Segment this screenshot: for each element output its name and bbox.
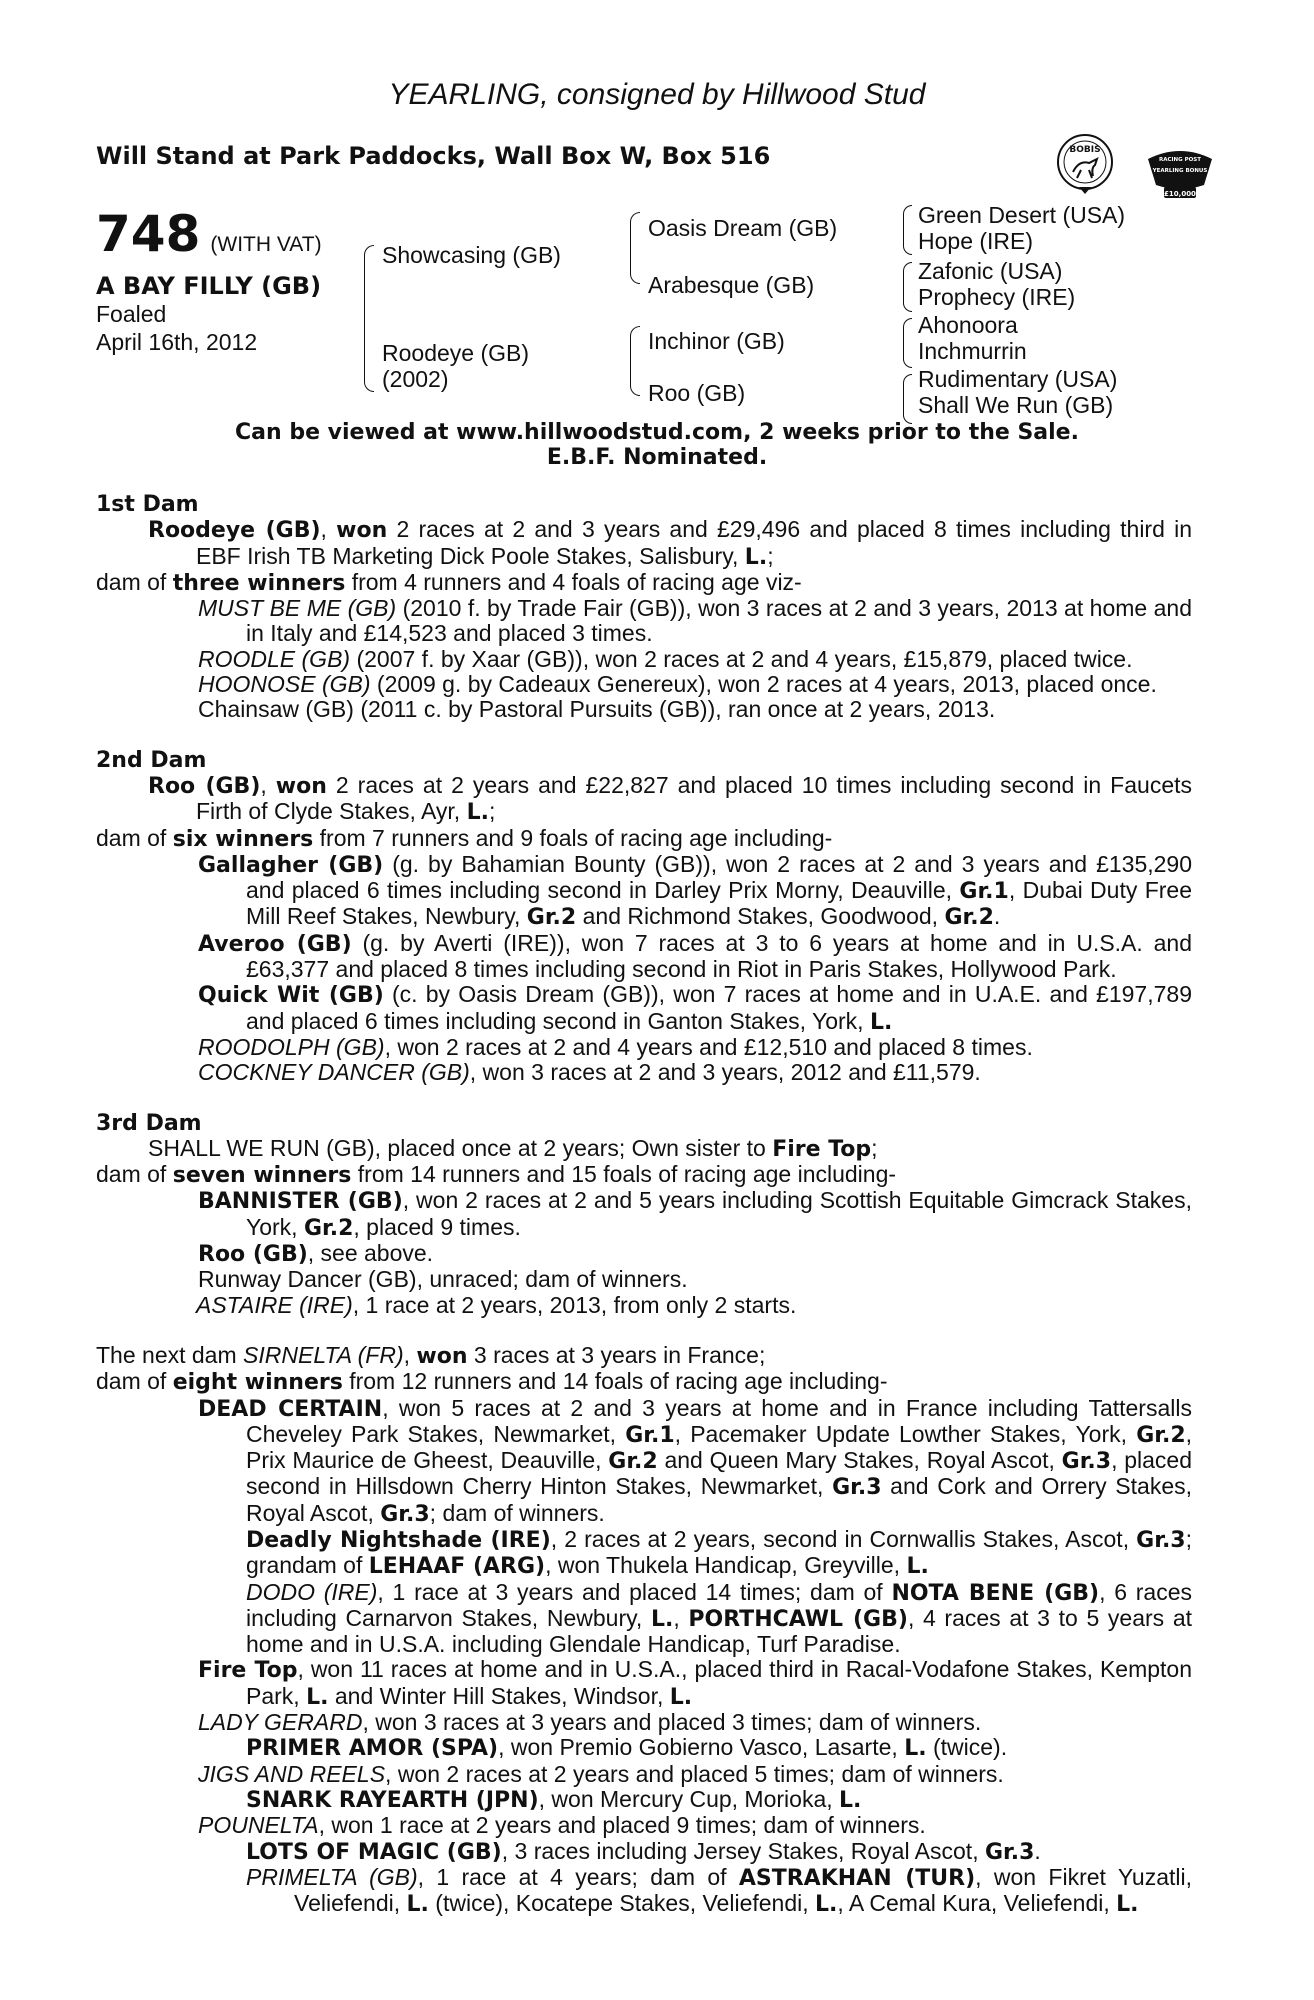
- listed-label: L.: [306, 1684, 329, 1710]
- text: ,: [320, 516, 337, 543]
- text: (twice).: [926, 1734, 1008, 1761]
- text: , placed 9 times.: [353, 1213, 521, 1240]
- listed-label: L.: [1116, 1892, 1139, 1918]
- listed-label: L.: [744, 544, 768, 570]
- third-dam-grandproduce-1: [96, 1293, 1192, 1318]
- third-dam-produce-2: [96, 1241, 1192, 1267]
- pedigree-g7: Rudimentary (USA): [918, 366, 1118, 392]
- pedigree-dam-dam: Roo (GB): [648, 380, 746, 406]
- text: 3 races at 3 years in France;: [467, 1341, 766, 1368]
- page-title: YEARLING, consigned by Hillwood Stud: [388, 78, 926, 111]
- group-label: Gr.3: [1061, 1449, 1112, 1475]
- text: from 7 runners and 9 foals of racing age including-: [313, 824, 833, 851]
- next-dam-grandproduce-snark-rayearth: [96, 1787, 1192, 1813]
- text: won: [416, 1343, 468, 1369]
- produce-name: DEAD CERTAIN: [198, 1396, 383, 1422]
- text: , 1 race at 3 years and placed 14 times; dam of: [377, 1578, 892, 1605]
- pedigree-dam-year: (2002): [382, 366, 449, 392]
- text: , won Premio Gobierno Vasco, Lasarte,: [498, 1734, 905, 1761]
- text: , 6 races including Carnarvon Stakes, Newbury,: [246, 1578, 1192, 1631]
- horse-details: [96, 272, 321, 356]
- text: dam of: [96, 568, 173, 595]
- text: , 4 races at 3 to 5 years at home and in U.S.A. including Glendale Handicap, Turf Paradise.: [246, 1604, 1193, 1658]
- text: ASTRAKHAN (TUR): [738, 1865, 976, 1891]
- produce-name: Gallagher (GB): [198, 852, 384, 878]
- listed-label: L.: [869, 1009, 893, 1035]
- next-dam-produce-lady-gerard: [96, 1710, 1192, 1735]
- text: ,: [403, 1341, 417, 1368]
- viewing-website: Can be viewed at www.hillwoodstud.com: [235, 420, 744, 445]
- next-dam-produce-summary: [96, 1369, 1192, 1395]
- ebf-nominated: E.B.F. Nominated.: [546, 445, 768, 470]
- spacer: [96, 1086, 1192, 1111]
- next-dam-grandproduce-dodo: [96, 1580, 1192, 1658]
- text: (c. by Oasis Dream (GB)), won 7 races at home and in U.A.E. and £197,789 and placed 6 times including second in Ganton Stakes, York,: [246, 981, 1192, 1034]
- next-dam-produce-fire-top: [96, 1657, 1192, 1710]
- group-label: Gr.1: [959, 879, 1009, 905]
- pedigree-g8: Shall We Run (GB): [918, 392, 1114, 418]
- text: ,: [260, 771, 276, 798]
- produce-name: PRIMELTA (GB): [246, 1863, 418, 1890]
- racing-post-logo-top: RACING POST: [1158, 157, 1202, 163]
- produce-name: ASTAIRE (IRE): [196, 1291, 353, 1318]
- group-label: Gr.3: [380, 1501, 430, 1527]
- text: The next dam: [96, 1341, 244, 1368]
- spacer: [96, 1318, 1192, 1343]
- listed-label: L.: [466, 800, 489, 826]
- text: from 4 runners and 4 foals of racing age viz-: [345, 568, 802, 595]
- first-dam-record: [96, 517, 1192, 570]
- second-dam-produce-summary: [96, 826, 1192, 852]
- lot-number: 748: [96, 205, 201, 263]
- listed-label: L.: [650, 1606, 674, 1632]
- listed-label: L.: [815, 1892, 838, 1918]
- second-dam-produce-1: [96, 852, 1192, 931]
- first-dam-produce-2: [96, 647, 1192, 672]
- next-dam-produce-dead-certain: [96, 1396, 1192, 1527]
- viewing-line: [0, 420, 1314, 445]
- pedigree-dam-sire: Inchinor (GB): [648, 328, 785, 354]
- text: , won 3 races at 2 and 3 years, 2012 and £11,579.: [469, 1059, 981, 1086]
- text: Fire Top: [772, 1136, 872, 1162]
- text: LEHAAF (ARG): [368, 1554, 546, 1580]
- first-dam-produce-4: Chainsaw (GB) (2011 c. by Pastoral Pursuits (GB)), ran once at 2 years, 2013.: [198, 696, 996, 723]
- listed-label: L.: [406, 1892, 429, 1918]
- listed-label: L.: [906, 1554, 929, 1580]
- text: and Richmond Stakes, Goodwood,: [576, 903, 945, 930]
- produce-name: COCKNEY DANCER (GB): [198, 1059, 470, 1086]
- third-dam-produce-summary: [96, 1162, 1192, 1188]
- text: (g. by Averti (IRE)), won 7 races at 3 to 6 years at home and in U.S.A. and £63,377 and placed 8 times including second in Riot in Paris Stakes, Hollywood Park.: [246, 929, 1192, 983]
- second-dam-name: Roo (GB): [148, 773, 261, 799]
- text: eight winners: [172, 1370, 343, 1396]
- text: (2010 f. by Trade Fair (GB)), won 3 races at 2 and 3 years, 2013 at home and in Italy and £14,523 and placed 3 times.: [246, 595, 1192, 647]
- produce-name: LOTS OF MAGIC (GB): [246, 1839, 502, 1865]
- viewing-timing: , 2 weeks prior to the Sale.: [743, 420, 1079, 445]
- text: won: [275, 773, 327, 799]
- lot-heading: [96, 205, 322, 263]
- pedigree-bracket-col3-1: [903, 205, 912, 255]
- second-dam-record: [96, 773, 1192, 826]
- first-dam-produce-3: [96, 672, 1192, 697]
- text: , Dubai Duty Free Mill Reef Stakes, Newbury,: [246, 877, 1192, 930]
- text: , won 2 races at 2 and 4 years and £12,510 and placed 8 times.: [384, 1033, 1033, 1060]
- group-label: Gr.1: [625, 1422, 675, 1448]
- pedigree-g1: Green Desert (USA): [918, 202, 1126, 228]
- text: 2 races at 2 and 3 years and £29,496 and placed 8 times including third in EBF Irish TB Marketing Dick Poole Stakes, Salisbury,: [196, 516, 1192, 569]
- foaled-date: April 16th, 2012: [96, 329, 258, 355]
- second-dam-produce-2: [96, 931, 1192, 983]
- next-dam-grandproduce-primelta: [96, 1865, 1192, 1918]
- group-label: Gr.2: [303, 1215, 354, 1241]
- text: , placed second in Hillsdown Cherry Hinton Stakes, Newmarket,: [246, 1447, 1192, 1500]
- listed-label: L.: [904, 1736, 927, 1762]
- group-label: Gr.2: [1136, 1422, 1186, 1448]
- group-label: Gr.2: [944, 905, 994, 931]
- first-dam-heading: 1st Dam: [96, 492, 199, 517]
- pedigree-bracket-col3-3: [903, 318, 912, 368]
- text: , 3 races including Jersey Stakes, Royal Ascot,: [501, 1837, 985, 1864]
- text: dam of: [96, 1161, 173, 1188]
- bobis-logo-text: BOBIS: [1069, 145, 1101, 155]
- foaled-label: Foaled: [96, 301, 167, 327]
- next-dam-grandproduce-primer-amor: [96, 1735, 1192, 1761]
- pedigree-sire: Showcasing (GB): [382, 242, 561, 268]
- listed-label: L.: [839, 1787, 862, 1813]
- text: ; dam of winners.: [429, 1499, 605, 1526]
- group-label: Gr.3: [832, 1475, 882, 1501]
- produce-name: ROODLE (GB): [198, 645, 351, 672]
- text: SHALL WE RUN (GB), placed once at 2 years; Own sister to: [148, 1134, 773, 1161]
- text: and Cork and Orrery Stakes, Royal Ascot,: [246, 1473, 1193, 1526]
- text: , won Fikret Yuzatli, Veliefendi,: [294, 1863, 1192, 1917]
- pedigree-sire-dam: Arabesque (GB): [648, 272, 815, 298]
- text: , won Mercury Cup, Morioka,: [538, 1785, 840, 1812]
- produce-name: Fire Top: [198, 1658, 298, 1684]
- next-dam-record: [96, 1343, 1192, 1369]
- third-dam-produce-3: Runway Dancer (GB), unraced; dam of winners.: [198, 1266, 688, 1293]
- produce-name: MUST BE ME (GB): [198, 595, 397, 622]
- text: ;: [488, 798, 496, 825]
- first-dam-produce-1: [96, 596, 1192, 647]
- horse-name: A BAY FILLY (GB): [96, 272, 322, 300]
- third-dam-record: [96, 1136, 1192, 1162]
- next-dam-grandproduce-deadly-nightshade: [96, 1527, 1192, 1580]
- next-dam-name: SIRNELTA (FR): [243, 1341, 404, 1368]
- stand-location: Will Stand at Park Paddocks, Wall Box W, Box 516: [96, 142, 771, 170]
- pedigree-bracket-col3-2: [903, 262, 912, 312]
- second-dam-heading: 2nd Dam: [96, 747, 207, 773]
- bobis-logo: [1055, 132, 1115, 196]
- text: , won 2 races at 2 years and placed 5 times; dam of winners.: [385, 1760, 1004, 1787]
- text: , A Cemal Kura, Veliefendi,: [837, 1890, 1117, 1917]
- group-label: Gr.2: [526, 905, 577, 931]
- text: ; grandam of: [246, 1525, 1192, 1579]
- next-dam-produce-jigs-and-reels: [96, 1762, 1192, 1787]
- text: (2009 g. by Cadeaux Genereux), won 2 races at 4 years, 2013, placed once.: [370, 671, 1157, 698]
- second-dam-produce-5: [96, 1060, 1192, 1085]
- pedigree-bracket-col2-top: [630, 212, 640, 284]
- pedigree-g4: Prophecy (IRE): [918, 284, 1076, 310]
- bobis-logo-pennant: [1079, 187, 1091, 194]
- pedigree-bracket-col3-4: [903, 374, 912, 424]
- produce-name: BANNISTER (GB): [198, 1189, 403, 1215]
- produce-name: ROODOLPH (GB): [198, 1033, 385, 1060]
- text: and Winter Hill Stakes, Windsor,: [328, 1682, 670, 1709]
- second-dam-produce-3: [96, 982, 1192, 1035]
- racing-post-logo-amount: £10,000: [1164, 190, 1196, 198]
- produce-name: PRIMER AMOR (SPA): [246, 1736, 499, 1762]
- produce-name: JIGS AND REELS: [198, 1760, 386, 1787]
- text: from 12 runners and 14 foals of racing age including-: [342, 1368, 888, 1395]
- text: 2 races at 2 years and £22,827 and placed 10 times including second in Faucets Firth of Clyde Stakes, Ayr,: [196, 771, 1192, 825]
- text: won: [336, 518, 388, 544]
- group-label: Gr.3: [984, 1839, 1035, 1865]
- produce-name: LADY GERARD: [198, 1709, 363, 1736]
- text: , won 5 races at 2 and 3 years at home and in France including Tattersalls Cheveley Park Stakes, Newmarket,: [246, 1394, 1192, 1447]
- produce-name: Averoo (GB): [198, 931, 352, 957]
- pedigree-sire-sire: Oasis Dream (GB): [648, 215, 838, 241]
- catalogue-content: [96, 492, 1192, 1917]
- text: six winners: [172, 826, 314, 852]
- text: dam of: [96, 824, 173, 851]
- third-dam-produce-1: [96, 1188, 1192, 1241]
- text: , see above.: [307, 1240, 434, 1267]
- produce-name: DODO (IRE): [246, 1578, 378, 1605]
- text: , won 2 races at 2 and 5 years including Scottish Equitable Gimcrack Stakes, York,: [246, 1187, 1192, 1240]
- text: , won 1 race at 2 years and placed 9 times; dam of winners.: [318, 1812, 926, 1839]
- pedigree-g3: Zafonic (USA): [918, 258, 1063, 284]
- pedigree-g2: Hope (IRE): [918, 228, 1034, 254]
- group-label: Gr.2: [608, 1449, 658, 1475]
- pedigree-dam: Roodeye (GB): [382, 340, 530, 366]
- text: from 14 runners and 15 foals of racing age including-: [351, 1161, 897, 1188]
- first-dam-name: Roodeye (GB): [148, 518, 321, 544]
- racing-post-logo-mid: YEARLING BONUS: [1152, 168, 1208, 174]
- viewing-notice: [0, 420, 1314, 470]
- text: , Pacemaker Update Lowther Stakes, York,: [674, 1420, 1137, 1447]
- text: (g. by Bahamian Bounty (GB)), won 2 races at 2 and 3 years and £135,290 and placed 6 times including second in Darley Prix Morny, Deauville,: [246, 850, 1192, 904]
- text: .: [1034, 1837, 1041, 1864]
- spacer: [96, 723, 1192, 748]
- second-dam-produce-4: [96, 1035, 1192, 1060]
- pedigree-g6: Inchmurrin: [918, 338, 1027, 364]
- text: NOTA BENE (GB): [891, 1580, 1100, 1606]
- text: .: [993, 903, 1001, 930]
- racing-post-yearling-bonus-logo: [1140, 145, 1220, 201]
- pedigree-bracket-col1: [364, 245, 374, 392]
- produce-name: HOONOSE (GB): [198, 671, 371, 698]
- produce-name: Quick Wit (GB): [198, 983, 384, 1009]
- pedigree-bracket-col2-bottom: [630, 326, 640, 396]
- third-dam-heading: 3rd Dam: [96, 1110, 202, 1136]
- text: and Queen Mary Stakes, Royal Ascot,: [657, 1447, 1062, 1474]
- text: , 1 race at 4 years; dam of: [417, 1863, 739, 1890]
- group-label: Gr.3: [1136, 1527, 1186, 1553]
- text: (2007 f. by Xaar (GB)), won 2 races at 2 and 4 years, £15,879, placed twice.: [350, 645, 1133, 672]
- next-dam-grandproduce-lots-of-magic: [96, 1839, 1192, 1865]
- produce-name: Roo (GB): [198, 1242, 308, 1268]
- text: , won 3 races at 3 years and placed 3 times; dam of winners.: [362, 1709, 982, 1736]
- text: dam of: [96, 1368, 173, 1395]
- text: , 2 races at 2 years, second in Cornwallis Stakes, Ascot,: [550, 1525, 1137, 1552]
- text: (twice), Kocatepe Stakes, Veliefendi,: [428, 1890, 816, 1917]
- text: ,: [673, 1604, 689, 1631]
- text: , won 11 races at home and in U.S.A., placed third in Racal-Vodafone Stakes, Kempton Park,: [246, 1656, 1193, 1709]
- listed-label: L.: [669, 1684, 693, 1710]
- text: , won Thukela Handicap, Greyville,: [545, 1552, 907, 1579]
- vat-note: (WITH VAT): [210, 233, 322, 256]
- next-dam-produce-pounelta: [96, 1813, 1192, 1838]
- produce-name: Deadly Nightshade (IRE): [246, 1527, 551, 1553]
- pedigree-g5: Ahonoora: [918, 312, 1018, 338]
- text: PORTHCAWL (GB): [688, 1606, 908, 1632]
- produce-name: SNARK RAYEARTH (JPN): [246, 1787, 539, 1813]
- text: , 1 race at 2 years, 2013, from only 2 starts.: [352, 1291, 797, 1318]
- text: three winners: [172, 570, 346, 596]
- produce-name: POUNELTA: [198, 1812, 319, 1839]
- text: ;: [871, 1134, 878, 1161]
- text: seven winners: [172, 1163, 352, 1189]
- text: , Prix Maurice de Gheest, Deauville,: [246, 1420, 1193, 1474]
- first-dam-produce-summary: [96, 570, 1192, 596]
- text: ;: [767, 542, 774, 569]
